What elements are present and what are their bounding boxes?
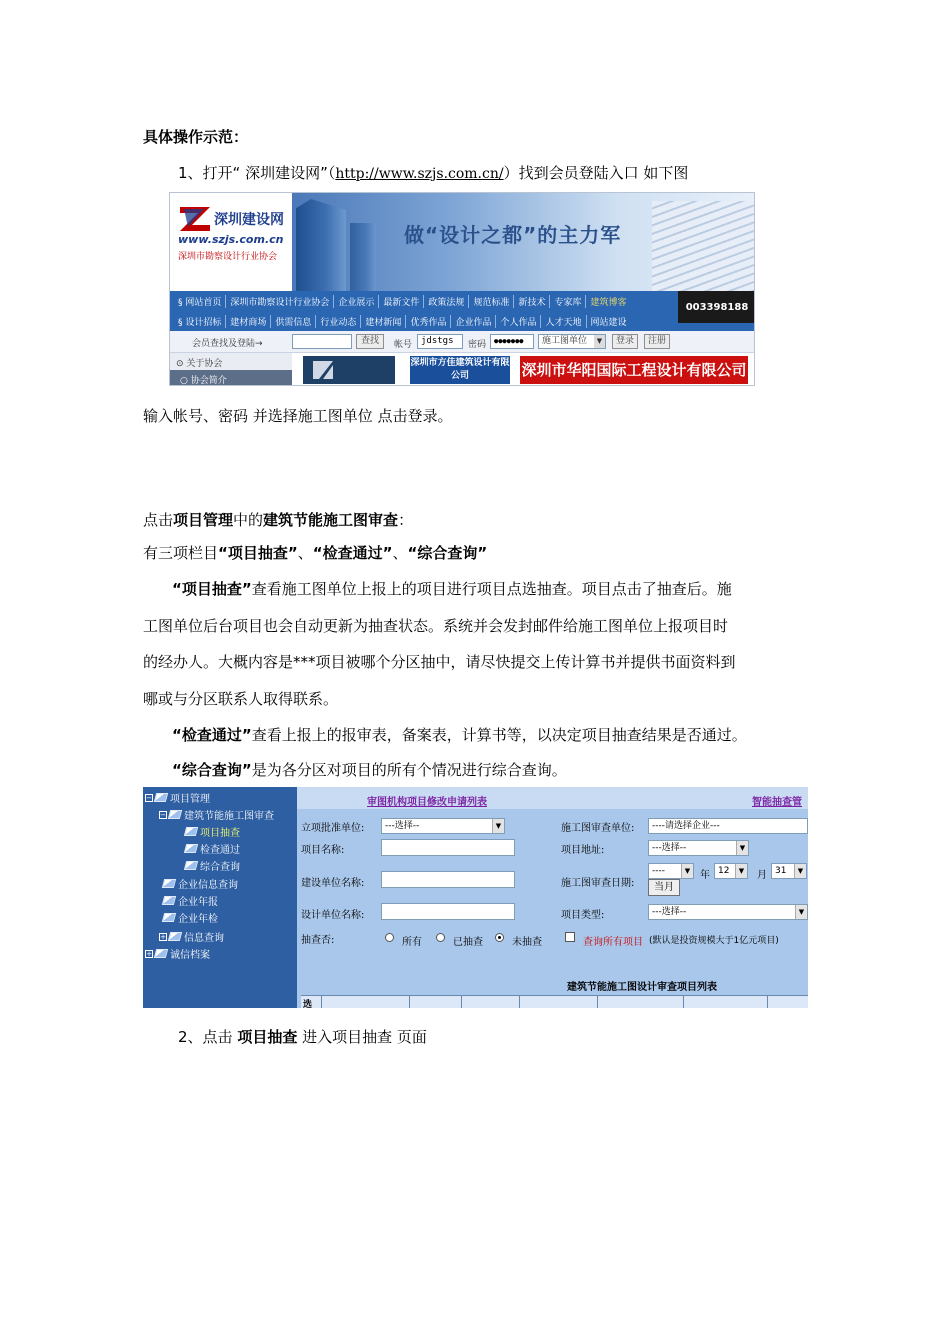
radio-not-sampled-label: 未抽查	[512, 937, 542, 948]
book-icon	[184, 844, 198, 853]
book-icon	[168, 810, 182, 819]
step1-text	[178, 163, 688, 184]
month-label: 月	[757, 870, 767, 881]
tree-item-label: 诚信档案	[170, 950, 210, 961]
ad-banner-2[interactable]: 深圳市方佳建筑设计有限公司	[410, 356, 510, 384]
account-label: 帐号	[394, 340, 413, 350]
project-type-select[interactable]	[648, 904, 808, 920]
tree-item[interactable]	[185, 840, 240, 857]
chevron-down-icon: ▼	[735, 864, 747, 878]
review-date-label: 施工图审查日期:	[561, 878, 635, 889]
select-column-header: 选	[303, 1000, 313, 1008]
nav-link[interactable]: 最新文件	[379, 295, 424, 308]
search-form	[297, 787, 808, 1008]
year-label: 年	[700, 870, 710, 881]
tree-item[interactable]	[185, 857, 240, 874]
build-unit-label: 建设单位名称:	[301, 878, 365, 889]
desc1-bold: “项目抽查”	[172, 580, 252, 598]
radio-sampled-label: 已抽查	[453, 937, 483, 948]
chevron-down-icon: ▼	[736, 841, 748, 855]
three-text-2: 、	[297, 544, 313, 562]
three-bold-2: “检查通过”	[312, 544, 393, 562]
nav-link[interactable]: 人才天地	[541, 315, 586, 328]
nav-link[interactable]: 政策法规	[424, 295, 469, 308]
nav-link[interactable]: § 设计招标	[174, 315, 226, 328]
design-unit-input[interactable]	[381, 903, 515, 920]
approve-unit-value: ---选择--	[385, 821, 420, 831]
search-button[interactable]: 查找	[356, 334, 384, 349]
build-unit-input[interactable]	[381, 871, 515, 888]
nav-link[interactable]: 优秀作品	[406, 315, 451, 328]
logo-z-icon	[178, 205, 212, 233]
book-icon	[154, 949, 168, 958]
chevron-down-icon: ▼	[681, 864, 693, 878]
nav-link[interactable]: 专家库	[550, 295, 586, 308]
book-icon	[184, 827, 198, 836]
project-list-title: 建筑节能施工图设计审查项目列表	[567, 982, 717, 993]
tree-item[interactable]	[185, 823, 240, 840]
tree-item-label: 项目抽查	[200, 828, 240, 839]
query-all-checkbox[interactable]	[565, 932, 575, 942]
click-instruction	[143, 510, 413, 530]
site-banner	[292, 193, 755, 291]
ad-banner-1[interactable]	[303, 356, 395, 384]
book-icon	[168, 932, 182, 941]
logo-url: www.szjs.com.cn	[178, 233, 284, 246]
design-unit-label: 设计单位名称:	[301, 910, 365, 921]
section-heading: 具体操作示范：	[143, 128, 249, 146]
expand-icon[interactable]: +	[146, 949, 152, 958]
member-search-input[interactable]	[292, 334, 352, 349]
member-login-bar	[170, 331, 755, 353]
review-unit-label: 施工图审查单位:	[561, 823, 635, 834]
unit-type-select[interactable]	[538, 334, 606, 349]
approve-unit-label: 立项批准单位:	[301, 823, 365, 834]
register-button[interactable]: 注册	[644, 334, 670, 349]
step2-text	[178, 1027, 427, 1047]
hotline-number: 003398188	[678, 291, 755, 323]
date-month-select[interactable]	[714, 863, 748, 879]
password-label: 密码	[468, 340, 487, 350]
project-list-header	[301, 995, 808, 1008]
step2-prefix: 2、点击	[178, 1028, 238, 1046]
login-button[interactable]: 登录	[612, 334, 638, 349]
site-logo[interactable]	[170, 193, 292, 291]
form-header	[297, 787, 808, 809]
book-icon	[184, 861, 198, 870]
system-screenshot	[143, 787, 808, 1008]
desc1-line4: 哪或与分区联系人取得联系。	[143, 690, 339, 708]
expand-icon[interactable]: +	[160, 932, 166, 941]
tree-item[interactable]	[145, 789, 210, 806]
date-day-select[interactable]	[771, 863, 807, 879]
nav-link[interactable]: 建材新闻	[361, 315, 406, 328]
project-address-value: ---选择--	[652, 843, 687, 853]
modify-request-link[interactable]: 审图机构项目修改申请列表	[367, 797, 487, 808]
project-type-label: 项目类型:	[561, 910, 605, 921]
date-year-value: ----	[652, 866, 665, 876]
menu-intro-label: 协会简介	[190, 376, 227, 386]
radio-sampled[interactable]	[436, 933, 445, 942]
tree-item[interactable]	[163, 892, 218, 909]
chevron-down-icon: ▼	[594, 335, 605, 348]
date-year-select[interactable]	[648, 863, 694, 879]
desc1-line3: 的经办人。大概内容是***项目被哪个分区抽中，请尽快提交上传计算书并提供书面资料到	[143, 653, 736, 671]
current-month-button[interactable]: 当月	[648, 879, 680, 896]
tree-item-label: 企业年检	[178, 914, 218, 925]
review-unit-value: ----请选择企业---	[652, 821, 720, 831]
click-bold-1: 项目管理	[173, 511, 234, 529]
password-input[interactable]: ●●●●●●●	[490, 334, 534, 349]
menu-about[interactable]: ⊙ 关于协会	[176, 359, 223, 369]
tree-item-label: 项目管理	[170, 794, 210, 805]
nav-link[interactable]: 行业动态	[316, 315, 361, 328]
desc2-bold: “检查通过”	[172, 726, 252, 744]
nav-link[interactable]: 个人作品	[496, 315, 541, 328]
desc1-line2: 工图单位后台项目也会自动更新为抽查状态。系统并会发封邮件给施工图单位上报项目时	[143, 617, 729, 635]
radio-not-sampled[interactable]	[495, 933, 504, 942]
member-search-label: 会员查找及登陆→	[192, 339, 263, 349]
desc3-bold: “综合查询”	[172, 761, 252, 779]
account-input[interactable]: jdstgs	[417, 334, 463, 349]
radio-all[interactable]	[385, 933, 394, 942]
smart-sampling-link[interactable]: 智能抽查管	[752, 797, 802, 808]
nav-link[interactable]: 建筑博客	[590, 297, 627, 308]
tree-item-label: 企业年报	[178, 897, 218, 908]
desc2-line	[172, 725, 747, 745]
date-day-value: 31	[775, 866, 787, 876]
query-all-label: 查询所有项目	[583, 937, 643, 948]
step1-suffix: ）找到会员登陆入口 如下图	[503, 164, 689, 182]
click-text-2: 中的	[233, 511, 264, 529]
logo-subtitle: 深圳市勘察设计行业协会	[178, 252, 278, 262]
nav-link[interactable]: 深圳市勘察设计行业协会	[226, 295, 334, 308]
chevron-down-icon: ▼	[794, 864, 806, 878]
step2-suffix: 进入项目抽查 页面	[297, 1028, 427, 1046]
nav-link[interactable]: 建材商场	[226, 315, 271, 328]
book-icon	[162, 913, 176, 922]
chevron-down-icon: ▼	[795, 905, 807, 919]
step1-prefix: 1、打开“ 深圳建设网”（	[178, 164, 336, 182]
sampled-label: 抽查否:	[301, 935, 335, 946]
project-type-value: ---选择--	[652, 907, 687, 917]
project-name-input[interactable]	[381, 839, 515, 856]
banner-slogan: 做“设计之都”的主力军	[404, 223, 622, 247]
date-month-value: 12	[718, 866, 730, 876]
nav-row-2	[170, 311, 678, 331]
nav-link[interactable]: 企业展示	[334, 295, 379, 308]
nav-link[interactable]: 企业作品	[451, 315, 496, 328]
nav-tree	[143, 787, 297, 1008]
tree-item[interactable]	[163, 909, 218, 926]
side-menu	[170, 353, 292, 386]
click-bold-2: 建筑节能施工图审查	[263, 511, 399, 529]
collapse-icon[interactable]: −	[160, 810, 166, 819]
three-bold-1: “项目抽查”	[218, 544, 298, 562]
step2-bold: 项目抽查	[237, 1028, 298, 1046]
three-sections-line	[143, 543, 487, 563]
nav-link[interactable]: § 网站首页	[174, 295, 226, 308]
project-address-label: 项目地址:	[561, 845, 605, 856]
menu-intro[interactable]: ○ 协会简介	[170, 370, 292, 386]
tree-item-label: 建筑节能施工图审查	[184, 811, 274, 822]
tree-item-label: 综合查询	[200, 862, 240, 873]
book-icon	[154, 793, 168, 802]
website-screenshot	[169, 192, 755, 386]
project-name-label: 项目名称:	[301, 845, 345, 856]
tree-item-label: 企业信息查询	[178, 880, 238, 891]
login-instruction: 输入帐号、密码 并选择施工图单位 点击登录。	[143, 407, 453, 425]
tree-item-label: 检查通过	[200, 845, 240, 856]
desc3-line	[172, 760, 567, 780]
book-icon	[162, 879, 176, 888]
tree-item[interactable]	[159, 806, 274, 823]
szjs-link[interactable]: http://www.szjs.com.cn/	[335, 166, 504, 182]
desc1-line1	[172, 579, 732, 599]
nav-link[interactable]: 供需信息	[271, 315, 316, 328]
collapse-icon[interactable]: −	[146, 793, 152, 802]
tree-item-label: 信息查询	[184, 933, 224, 944]
logo-title: 深圳建设网	[214, 212, 284, 228]
tree-item[interactable]	[163, 875, 238, 892]
three-text-3: 、	[392, 544, 408, 562]
nav-row-1	[170, 291, 678, 311]
three-text-1: 有三项栏目	[143, 544, 219, 562]
tree-item[interactable]	[159, 928, 224, 945]
desc2-text: 查看上报上的报审表，备案表，计算书等，以决定项目抽查结果是否通过。	[251, 726, 747, 744]
click-text-3: ：	[398, 511, 414, 529]
click-text-1: 点击	[143, 511, 174, 529]
nav-link[interactable]: 新技术	[514, 295, 550, 308]
desc1-text: 查看施工图单位上报上的项目进行项目点选抽查。项目点击了抽查后。施	[251, 580, 732, 598]
radio-all-label: 所有	[402, 937, 422, 948]
book-icon	[162, 896, 176, 905]
query-all-note: (默认是投资规模大于1亿元项目)	[649, 936, 779, 946]
ad-banner-3[interactable]: 深圳市华阳国际工程设计有限公司	[520, 356, 748, 384]
chevron-down-icon: ▼	[492, 819, 504, 833]
desc3-text: 是为各分区对项目的所有个情况进行综合查询。	[251, 761, 567, 779]
unit-type-value: 施工图单位	[542, 336, 588, 346]
approve-unit-select[interactable]	[381, 818, 505, 834]
three-bold-3: “综合查询”	[407, 544, 488, 562]
nav-link[interactable]: 规范标准	[469, 295, 514, 308]
nav-link[interactable]: 网站建设	[590, 317, 627, 328]
ad-logo-icon	[313, 361, 333, 379]
site-navbar	[170, 291, 755, 331]
review-unit-select[interactable]	[648, 818, 808, 834]
tree-item[interactable]	[145, 945, 210, 962]
menu-about-label: 关于协会	[186, 359, 223, 369]
project-address-select[interactable]	[648, 840, 749, 856]
